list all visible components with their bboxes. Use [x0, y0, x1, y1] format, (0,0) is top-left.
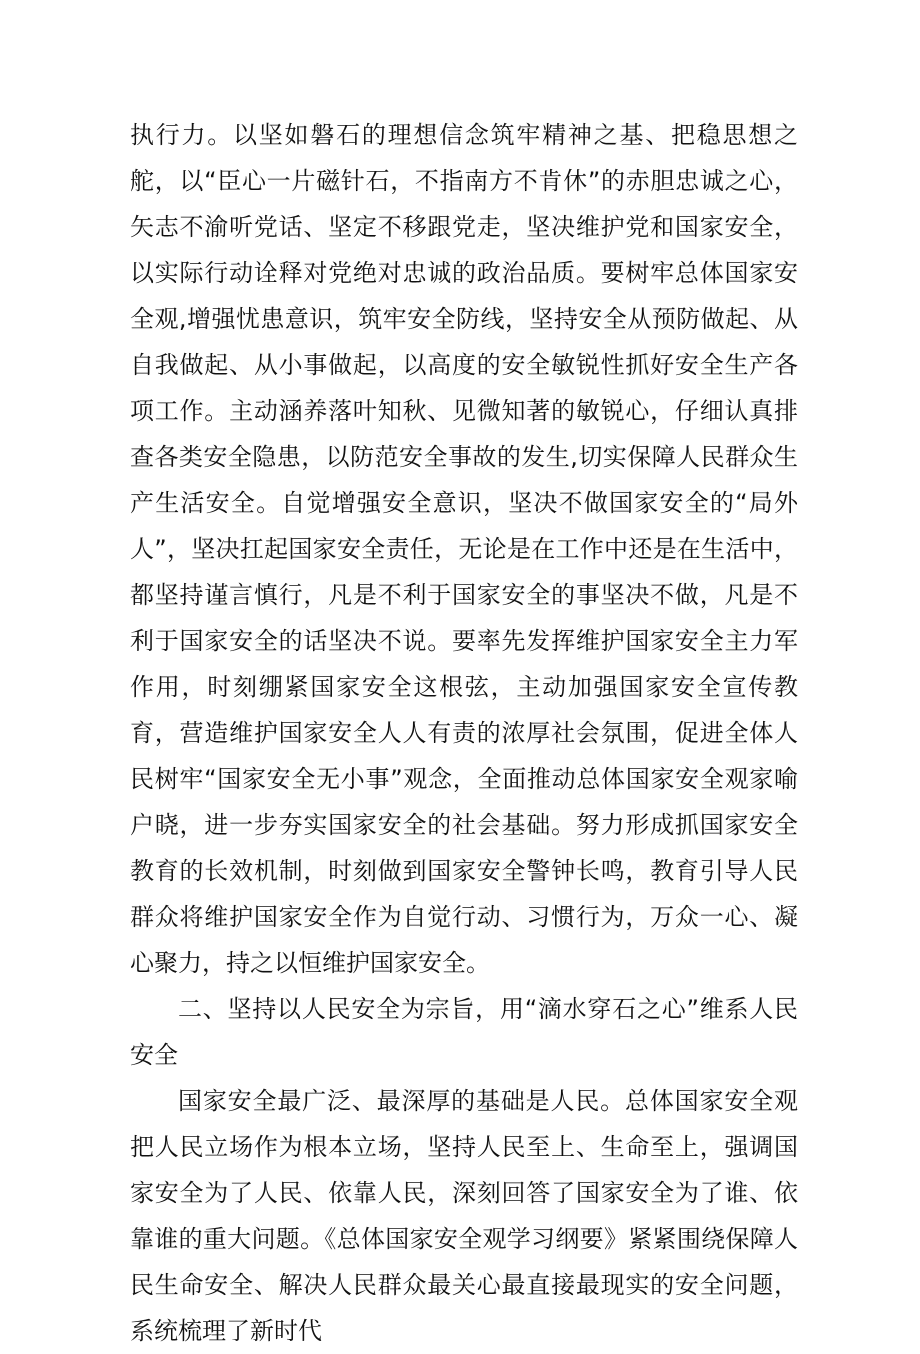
paragraph-loyalty-and-security-awareness: 执行力。以坚如磐石的理想信念筑牢精神之基、把稳思想之舵，以“臣心一片磁针石，不指南方不肯休”的赤胆忠诚之心，矢志不渝听党话、坚定不移跟党走，坚决维护党和国家安全，以实际行动诠释对党绝对忠诚的政治品质。要树牢总体国家安全观,增强忧患意识，筑牢安全防线，坚持安全从预防做起、从自我做起、从小事做起，以高度的安全敏锐性抓好安全生产各项工作。主动涵养落叶知秋、见微知著的敏锐心，仔细认真排查各类安全隐患，以防范安全事故的发生,切实保障人民群众生产生活安全。自觉增强安全意识，坚决不做国家安全的“局外人”，坚决扛起国家安全责任，无论是在工作中还是在生活中，都坚持谨言慎行，凡是不利于国家安全的事坚决不做，凡是不利于国家安全的话坚决不说。要率先发挥维护国家安全主力军作用，时刻绷紧国家安全这根弦，主动加强国家安全宣传教育，营造维护国家安全人人有责的浓厚社会氛围，促进全体人民树牢“国家安全无小事”观念，全面推动总体国家安全观家喻户晓，进一步夯实国家安全的社会基础。努力形成抓国家安全教育的长效机制，时刻做到国家安全警钟长鸣，教育引导人民群众将维护国家安全作为自觉行动、习惯行为，万众一心、凝心聚力，持之以恒维护国家安全。 — [130, 121, 798, 977]
document-body — [130, 112, 798, 1354]
section-heading-people-security: 二、坚持以人民安全为宗旨，用“滴水穿石之心”维系人民安全 — [130, 995, 798, 1069]
paragraph-people-foundation: 国家安全最广泛、最深厚的基础是人民。总体国家安全观把人民立场作为根本立场，坚持人民至上、生命至上，强调国家安全为了人民、依靠人民，深刻回答了国家安全为了谁、依靠谁的重大问题。《总体国家安全观学习纲要》紧紧围绕保障人民生命安全、解决人民群众最关心最直接最现实的安全问题，系统梳理了新时代 — [130, 1087, 798, 1345]
